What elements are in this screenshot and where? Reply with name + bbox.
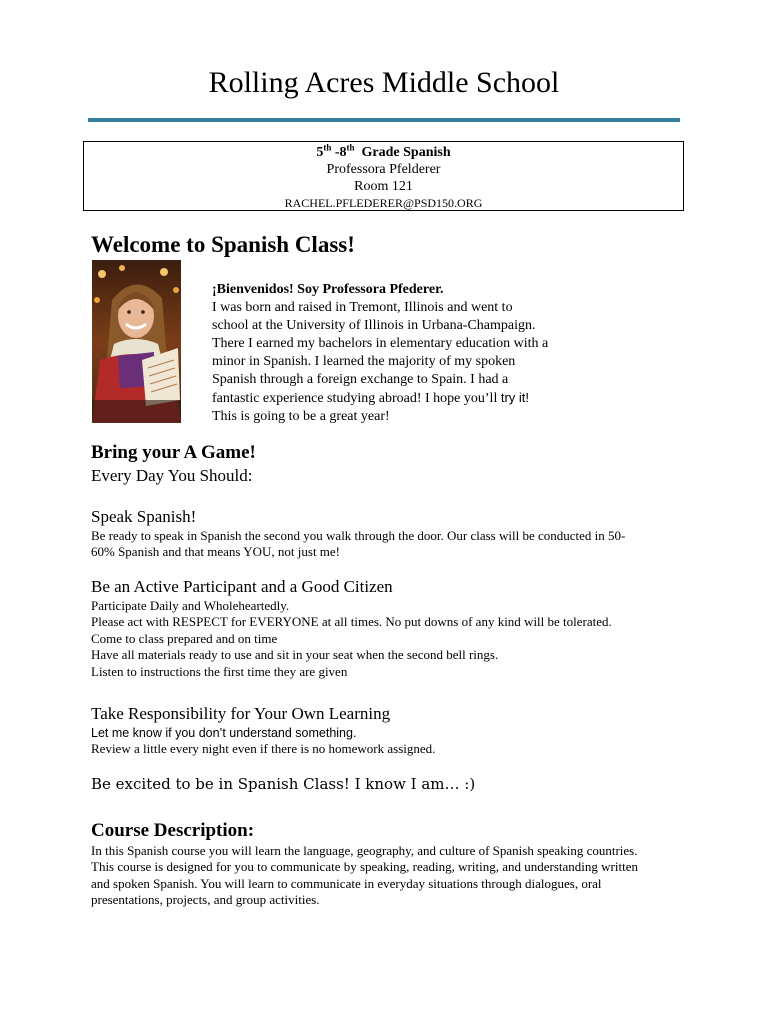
- grade-line: [84, 144, 683, 161]
- bio-line: I was born and raised in Tremont, Illinois and went to: [212, 300, 513, 315]
- excited-line: Be excited to be in Spanish Class! I know I am… :): [91, 775, 476, 793]
- responsibility-line: Review a little every night even if there is no homework assigned.: [91, 741, 436, 756]
- responsibility-heading: Take Responsibility for Your Own Learning: [91, 704, 391, 723]
- grade-end-suffix: th: [346, 142, 355, 153]
- course-heading: Course Description:: [91, 820, 255, 841]
- participant-line: Come to class prepared and on time: [91, 630, 278, 646]
- responsibility-line: Let me know if you don’t understand something.: [91, 726, 357, 740]
- bio-line: [212, 389, 592, 408]
- course-description-section: [91, 819, 638, 909]
- teacher-name: Professora Pfelderer: [326, 162, 441, 177]
- excited-line-wrap: [91, 774, 475, 794]
- title-divider: [88, 118, 680, 122]
- a-game-subheading: Every Day You Should:: [91, 466, 253, 485]
- room-number: Room 121: [354, 179, 413, 194]
- bio-line: This is going to be a great year!: [212, 409, 390, 424]
- course-line: In this Spanish course you will learn the language, geography, and culture of Spanish speaking countries.: [91, 843, 638, 858]
- class-info-box: [83, 141, 684, 211]
- participant-line: Have all materials ready to use and sit in your seat when the second bell rings.: [91, 647, 499, 663]
- bio-line: There I earned my bachelors in elementary education with a: [212, 336, 549, 351]
- teacher-photo: [92, 260, 181, 423]
- participant-line: Listen to instructions the first time they are given: [91, 663, 348, 679]
- course-line: presentations, projects, and group activities.: [91, 892, 320, 908]
- a-game-heading: Bring your A Game!: [91, 442, 256, 463]
- a-game-section: [91, 441, 256, 487]
- welcome-heading: Welcome to Spanish Class!: [91, 232, 355, 257]
- bio-line-text: fantastic experience studying abroad! I hope you’ll: [212, 391, 501, 406]
- teacher-email: RACHEL.PFLEDERER@PSD150.ORG: [284, 196, 483, 210]
- bio-line: Spanish through a foreign exchange to Spain. I had a: [212, 372, 509, 387]
- course-line: This course is designed for you to communicate by speaking, reading, writing, and understanding written: [91, 859, 638, 875]
- course-line: and spoken Spanish. You will learn to communicate in everyday situations through dialogues, oral: [91, 875, 602, 891]
- bio-greeting: ¡Bienvenidos! Soy Professora Pfederer.: [212, 282, 444, 297]
- teacher-bio: [212, 281, 592, 426]
- speak-line: 60% Spanish and that means YOU, not just me!: [91, 544, 341, 560]
- speak-spanish-section: [91, 506, 625, 561]
- participant-heading: Be an Active Participant and a Good Citizen: [91, 577, 393, 596]
- grade-start: 5: [316, 145, 324, 160]
- grade-separator: -8: [331, 145, 347, 160]
- grade-start-suffix: th: [323, 142, 332, 153]
- participant-line: Please act with RESPECT for EVERYONE at all times. No put downs of any kind will be tolerated.: [91, 614, 612, 630]
- grade-subject: Grade Spanish: [354, 145, 451, 160]
- speak-spanish-heading: Speak Spanish!: [91, 507, 197, 526]
- responsibility-section: [91, 703, 435, 757]
- participant-section: [91, 576, 612, 680]
- participant-line: Participate Daily and Wholeheartedly.: [91, 598, 290, 613]
- bio-line: minor in Spanish. I learned the majority of my spoken: [212, 354, 516, 369]
- school-title: Rolling Acres Middle School: [208, 66, 560, 99]
- bio-line: school at the University of Illinois in Urbana-Champaign.: [212, 318, 536, 333]
- speak-line: Be ready to speak in Spanish the second you walk through the door. Our class will be conducted in 50-: [91, 528, 626, 543]
- bio-line-try-it: try it!: [500, 390, 530, 405]
